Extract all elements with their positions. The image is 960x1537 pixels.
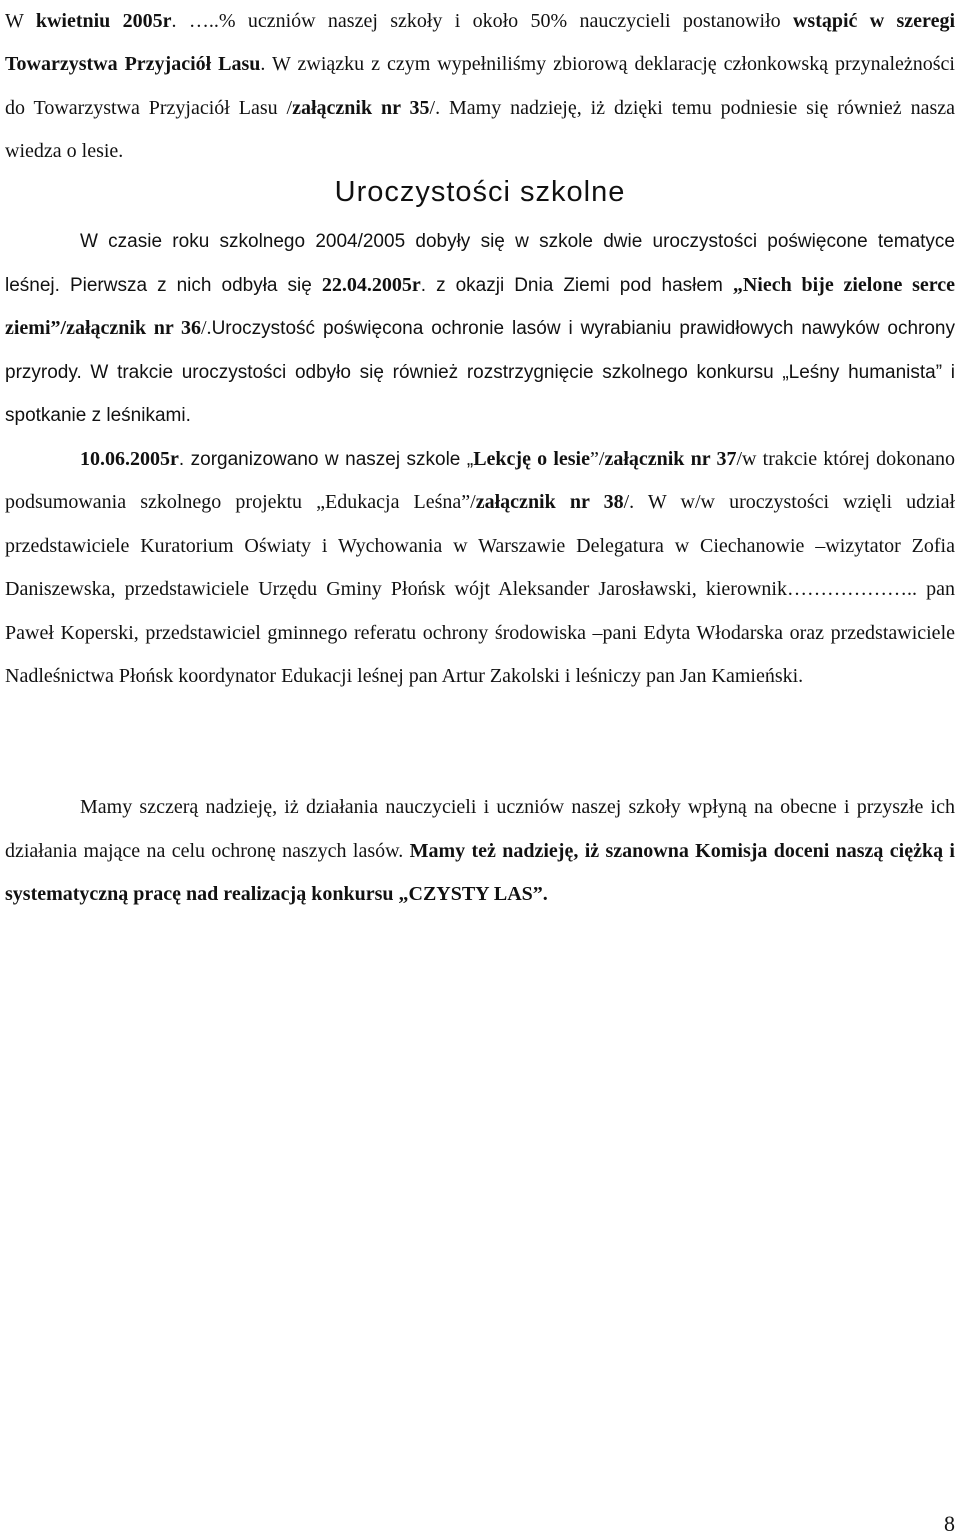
intro-paragraph: [5, 0, 955, 173]
intro-text: . W związku z czym wypełniliśmy zbiorową deklarację członkowską przynależności do Towarzystwa Przyjaciół Lasu /: [5, 53, 955, 119]
attachment-reference: załącznik nr 37: [604, 447, 737, 470]
event-date: 22.04.2005r: [321, 273, 421, 296]
celebrations-text: ”/: [590, 447, 605, 470]
intro-text: /. Mamy nadzieję, iż dzięki temu podniesie się również nasza wiedza o lesie.: [5, 96, 955, 162]
intro-text: . …..% uczniów naszej szkoły i około 50% nauczycieli postanowiło: [171, 10, 793, 32]
attachment-reference: załącznik nr 35: [292, 96, 430, 119]
closing-emphasis: Mamy też nadzieję, iż szanowna Komisja doceni naszą ciężką i systematyczną pracę nad realizacją konkursu „CZYSTY LAS”.: [5, 839, 955, 905]
celebrations-text: W czasie roku szkolnego 2004/2005 dobyły się w szkole dwie uroczystości poświęcone tematyce leśnej. Pierwsza z nich odbyła się: [5, 231, 955, 296]
celebrations-text: Uroczystość poświęcona ochronie lasów i wyrabianiu prawidłowych nawyków ochrony przyrody. W trakcie uroczystości odbyło się również rozstrzygnięcie szkolnego konkursu „Leśny humanista” i spotkanie z leśnikami.: [5, 318, 955, 426]
intro-emphasis: wstąpić w szeregi Towarzystwa Przyjaciół Lasu: [5, 10, 956, 76]
event-title: Lekcję o lesie: [473, 447, 590, 470]
celebrations-text: . z okazji Dnia Ziemi pod hasłem: [420, 274, 733, 296]
celebrations-text: /.: [201, 317, 212, 339]
closing-text: Mamy szczerą nadzieję, iż działania nauczycieli i uczniów naszej szkoły wpłyną na obecne i przyszłe ich działania mające na celu ochronę naszych lasów.: [5, 796, 955, 862]
celebrations-text: /. W w/w uroczystości wzięli udział przedstawiciele Kuratorium Oświaty i Wychowania w Warszawie Delegatura w Ciechanowie –wizytator Zofia Daniszewska, przedstawiciele Urzędu Gminy Płońsk wójt Aleksander Jarosławski, kierownik……………….. pan Paweł Koperski, przedstawiciel gminnego referatu ochrony środowiska –pani Edyta Włodarska oraz przedstawiciele Nadleśnictwa Płońsk koordynator Edukacji leśnej pan Artur Zakolski i leśniczy pan Jan Kamieński.: [5, 491, 956, 687]
page-number: 8: [944, 1511, 955, 1536]
attachment-reference: załącznik nr 38: [475, 491, 624, 513]
event-date: 10.06.2005r: [80, 447, 179, 470]
intro-date: kwietniu 2005r: [35, 10, 172, 32]
celebrations-text: . zorganizowano w naszej szkole „: [178, 448, 474, 470]
section-heading: Uroczystości szkolne: [334, 176, 626, 208]
event-slogan: „Niech bije zielone serce ziemi”/załącznik nr 36: [5, 273, 956, 339]
celebrations-paragraph: [5, 220, 955, 699]
celebrations-text: /w trakcie której dokonano podsumowania szkolnego projektu „Edukacja Leśna”/: [5, 447, 955, 513]
closing-paragraph: [5, 786, 955, 917]
intro-text: W: [5, 10, 36, 32]
